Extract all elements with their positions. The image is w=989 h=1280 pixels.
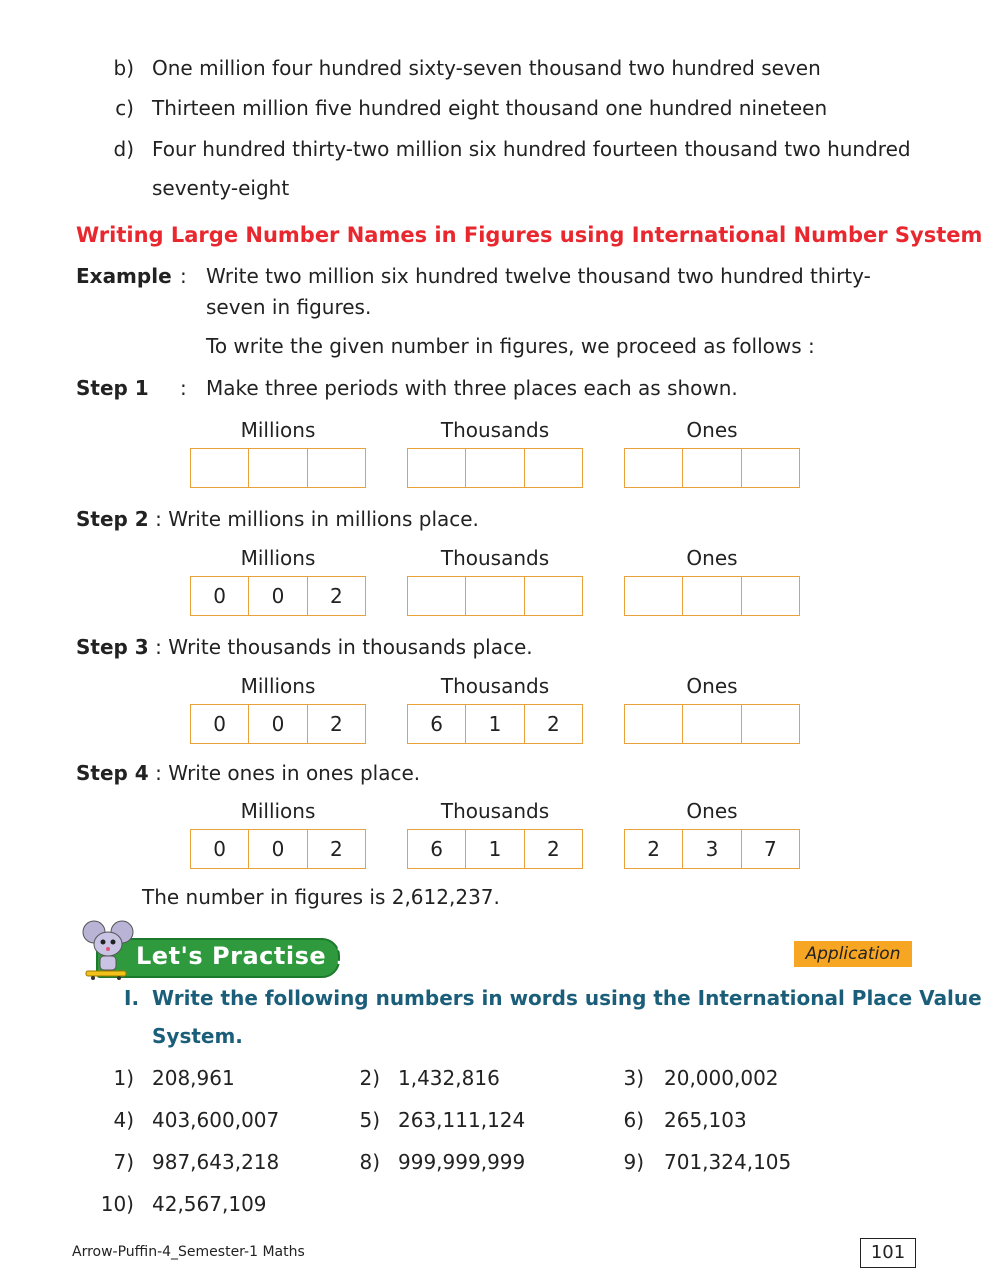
place-cell: 3 [683, 830, 741, 868]
application-tag: Application [794, 941, 912, 967]
example-line-1: Write two million six hundred twelve thousand two hundred thirty- [206, 264, 871, 288]
place-cell: 0 [191, 830, 249, 868]
period-label-thousands: Thousands [440, 674, 550, 698]
practise-item-value: 20,000,002 [664, 1066, 779, 1090]
period-label-millions: Millions [240, 418, 316, 442]
place-cell: 0 [191, 577, 249, 615]
place-cell [466, 449, 524, 487]
practise-item-number: 2) [359, 1066, 380, 1090]
practise-item-value: 701,324,105 [664, 1150, 792, 1174]
place-cell [525, 449, 582, 487]
period-label-ones: Ones [686, 799, 738, 823]
period-label-millions: Millions [240, 546, 316, 570]
mouse-mascot-icon [80, 918, 136, 980]
place-cell: 2 [329, 837, 343, 861]
period-box-millions [190, 704, 366, 744]
step-4-label: Step 4 [76, 761, 149, 785]
place-cell [408, 577, 466, 615]
place-cell [525, 577, 582, 615]
step-2-text: Write millions in millions place. [168, 507, 479, 531]
place-cell: 1 [466, 830, 524, 868]
practise-item-number: 10) [100, 1192, 134, 1216]
period-box-ones [624, 448, 800, 488]
example-colon: : [180, 264, 187, 288]
list-item-text: One million four hundred sixty-seven thousand two hundred seven [152, 56, 821, 80]
place-cell [683, 449, 741, 487]
place-cell [625, 449, 683, 487]
step-1-sep: : [180, 376, 187, 400]
practise-item-number: 6) [623, 1108, 644, 1132]
place-cell [742, 449, 799, 487]
practise-title: Let's Practise 1.8 [136, 942, 380, 970]
period-box-ones [624, 704, 800, 744]
place-cell [408, 449, 466, 487]
place-cell: 0 [191, 705, 249, 743]
place-cell: 2 [625, 830, 683, 868]
place-cell: 1 [466, 705, 524, 743]
place-cell: 0 [249, 830, 307, 868]
place-cell [625, 577, 683, 615]
period-box-thousands [407, 576, 583, 616]
place-cell: 0 [249, 705, 307, 743]
place-cell [466, 577, 524, 615]
period-box-thousands [407, 704, 583, 744]
place-cell: 6 [408, 705, 466, 743]
step-1-text: Make three periods with three places each as shown. [206, 376, 738, 400]
practise-item-number: 5) [359, 1108, 380, 1132]
step-2-line [76, 507, 479, 531]
question-line-2: System. [152, 1024, 243, 1048]
practise-item-number: 8) [359, 1150, 380, 1174]
step-3-line [76, 635, 533, 659]
period-label-thousands: Thousands [440, 546, 550, 570]
place-cell [742, 577, 799, 615]
place-cell: 2 [329, 712, 343, 736]
period-box-millions [190, 829, 366, 869]
practise-item-value: 265,103 [664, 1108, 747, 1132]
footer-book-title: Arrow-Puffin-4_Semester-1 Maths [72, 1244, 305, 1260]
place-cell [625, 705, 683, 743]
place-cell: 6 [408, 830, 466, 868]
practise-item-value: 263,111,124 [398, 1108, 526, 1132]
period-box-millions [190, 576, 366, 616]
period-label-ones: Ones [686, 418, 738, 442]
step-2-sep: : [155, 507, 162, 531]
place-cell [308, 449, 365, 487]
practise-item-number: 4) [113, 1108, 134, 1132]
place-cell: 2 [546, 712, 560, 736]
period-label-thousands: Thousands [440, 799, 550, 823]
place-cell: 2 [546, 837, 560, 861]
practise-item-number: 9) [623, 1150, 644, 1174]
result-text: The number in figures is 2,612,237. [142, 885, 500, 909]
step-3-sep: : [155, 635, 162, 659]
example-line-3: To write the given number in figures, we proceed as follows : [206, 334, 815, 358]
practise-item-number: 3) [623, 1066, 644, 1090]
period-box-thousands [407, 448, 583, 488]
place-cell: 2 [329, 584, 343, 608]
place-cell [742, 705, 799, 743]
step-2-label: Step 2 [76, 507, 149, 531]
place-cell [683, 705, 741, 743]
period-label-ones: Ones [686, 674, 738, 698]
period-box-thousands [407, 829, 583, 869]
step-4-text: Write ones in ones place. [168, 761, 421, 785]
list-item-text: Four hundred thirty-two million six hundred fourteen thousand two hundred [152, 137, 911, 161]
place-cell: 0 [249, 577, 307, 615]
page-number: 101 [860, 1238, 916, 1268]
step-3-label: Step 3 [76, 635, 149, 659]
period-label-ones: Ones [686, 546, 738, 570]
practise-item-value: 208,961 [152, 1066, 235, 1090]
period-label-millions: Millions [240, 799, 316, 823]
practise-item-value: 42,567,109 [152, 1192, 267, 1216]
list-item-text-continued: seventy-eight [152, 176, 290, 200]
example-line-2: seven in figures. [206, 295, 372, 319]
place-cell [191, 449, 249, 487]
place-cell: 7 [763, 837, 777, 861]
section-heading: Writing Large Number Names in Figures using International Number System [76, 223, 983, 247]
practise-item-value: 987,643,218 [152, 1150, 280, 1174]
step-4-sep: : [155, 761, 162, 785]
practise-item-number: 1) [113, 1066, 134, 1090]
list-item-text: Thirteen million five hundred eight thousand one hundred nineteen [152, 96, 828, 120]
question-line-1: Write the following numbers in words using the International Place Value [152, 986, 982, 1010]
practise-item-value: 403,600,007 [152, 1108, 280, 1132]
step-1-label: Step 1 [76, 376, 149, 400]
practise-item-value: 1,432,816 [398, 1066, 500, 1090]
list-marker: d) [113, 137, 134, 161]
period-label-millions: Millions [240, 674, 316, 698]
question-marker: I. [124, 986, 140, 1010]
place-cell [249, 449, 307, 487]
period-label-thousands: Thousands [440, 418, 550, 442]
list-marker: c) [115, 96, 134, 120]
list-marker: b) [113, 56, 134, 80]
practise-item-value: 999,999,999 [398, 1150, 526, 1174]
period-box-ones [624, 829, 800, 869]
step-4-line [76, 761, 420, 785]
step-3-text: Write thousands in thousands place. [168, 635, 533, 659]
period-box-ones [624, 576, 800, 616]
period-box-millions [190, 448, 366, 488]
place-cell [683, 577, 741, 615]
practise-item-number: 7) [113, 1150, 134, 1174]
example-label: Example [76, 264, 172, 288]
